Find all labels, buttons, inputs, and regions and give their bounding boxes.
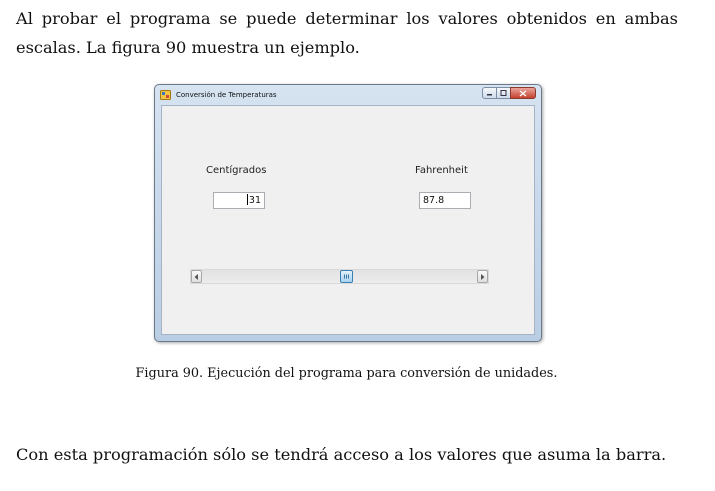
grip-icon xyxy=(343,274,350,279)
fahrenheit-label: Fahrenheit xyxy=(415,165,468,176)
fahrenheit-input[interactable] xyxy=(419,192,471,209)
temperature-scrollbar[interactable] xyxy=(190,269,489,284)
celsius-value: 31 xyxy=(248,195,261,206)
maximize-icon xyxy=(500,90,507,96)
minimize-icon xyxy=(486,90,493,96)
form-client-area xyxy=(161,105,535,335)
scroll-left-button[interactable] xyxy=(191,270,202,283)
scroll-right-button[interactable] xyxy=(477,270,488,283)
close-button[interactable] xyxy=(510,87,536,99)
minimize-button[interactable] xyxy=(482,87,497,99)
text-caret xyxy=(247,194,248,205)
title-bar xyxy=(155,85,541,105)
close-icon xyxy=(519,90,527,97)
closing-paragraph: Con esta programación sólo se tendrá acceso a los valores que asuma la barra. xyxy=(16,445,667,464)
arrow-right-icon xyxy=(480,274,485,280)
window-controls xyxy=(483,87,536,100)
fahrenheit-value: 87.8 xyxy=(423,195,445,206)
maximize-button[interactable] xyxy=(496,87,511,99)
arrow-left-icon xyxy=(194,274,199,280)
intro-paragraph: Al probar el programa se puede determinar los valores obtenidos en ambas escalas. La figura 90 muestra un ejemplo. xyxy=(16,9,678,57)
figure-caption: Figura 90. Ejecución del programa para conversión de unidades. xyxy=(135,366,558,381)
celsius-label: Centígrados xyxy=(206,165,267,176)
scroll-thumb[interactable] xyxy=(340,270,353,283)
window-title: Conversión de Temperaturas xyxy=(176,91,277,99)
app-icon xyxy=(160,90,171,100)
celsius-input[interactable] xyxy=(213,192,265,209)
app-window xyxy=(154,84,542,342)
